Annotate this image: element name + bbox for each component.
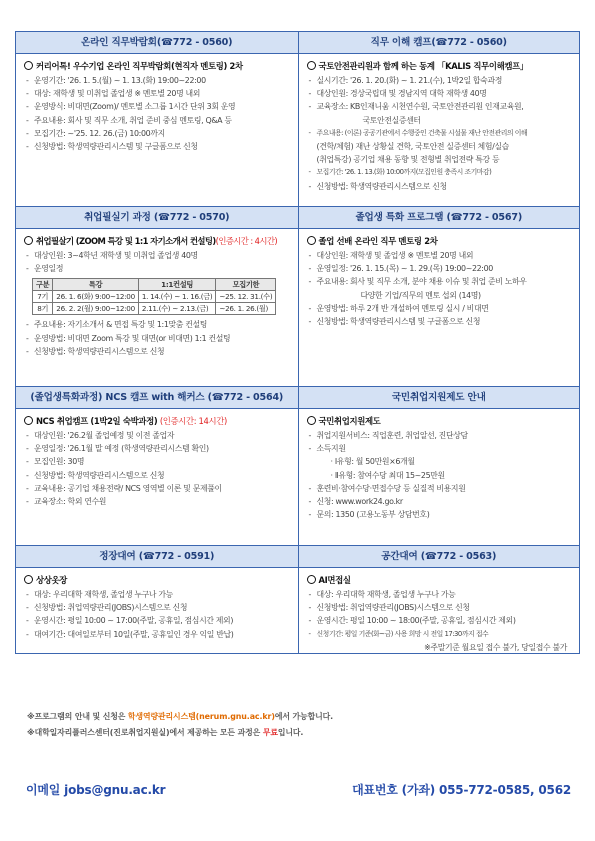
program-title: 취업필살기 (ZOOM 특강 및 1:1 자기소개서 컨설팅)(인증시간 : 4시간) <box>24 234 292 248</box>
table-header-row <box>33 279 276 291</box>
section-suit-rental <box>16 546 298 653</box>
info-line: - 운영일정 <box>24 262 292 275</box>
section-header: 공간대여 (☎772 - 0563) <box>299 546 580 568</box>
table-row <box>33 303 276 315</box>
table-cell: ~25. 12. 31.(수) <box>216 291 276 303</box>
circle-bullet-icon <box>307 575 316 584</box>
section-space-rental <box>298 546 580 653</box>
circle-bullet-icon <box>307 61 316 70</box>
info-line: - 주요내용: 회사 및 직무 소개, 취업 준비 중심 멘토링, Q&A 등 <box>24 114 292 127</box>
schedule-table <box>32 278 276 315</box>
info-line: - 신청: www.work24.go.kr <box>307 495 574 508</box>
table-cell: 8기 <box>33 303 53 315</box>
program-title: 커리어톡! 우수기업 온라인 직무박람회(현직자 멘토링) 2차 <box>24 59 292 73</box>
info-line-continued: 다양한 기업/직무의 멘토 섭외 (14명) <box>360 290 481 300</box>
section-header: 국민취업지원제도 안내 <box>299 387 580 409</box>
table-cell: 2.11.(수) ~ 2.13.(금) <box>138 303 216 315</box>
system-link[interactable]: 학생역량관리시스템(nerum.gnu.ac.kr) <box>127 712 275 721</box>
free-highlight: 무료 <box>262 728 278 737</box>
section-national-employment-support <box>298 387 580 545</box>
info-line: - 주요내용: 자기소개서 & 면접 특강 및 1:1맞춤 컨설팅 <box>24 318 292 331</box>
info-line: - 신청방법: 취업역량관리(JOBS)시스템으로 신청 <box>24 601 292 614</box>
section-header: 온라인 직무박람회(☎772 - 0560) <box>16 32 298 54</box>
info-line: - 운영기간: '26. 1. 5.(월) ~ 1. 13.(화) 19:00~22:00 <box>24 74 292 87</box>
info-line: - 대상인원: 경상국립대 및 경남지역 대학 재학생 40명 <box>307 87 574 100</box>
info-line: - 신청방법: 취업역량관리(JOBS)시스템으로 신청 <box>307 601 574 614</box>
info-line: - 신청방법: 학생역량관리시스템으로 신청 <box>24 469 292 482</box>
circle-bullet-icon <box>24 416 33 425</box>
program-grid <box>15 31 580 654</box>
section-header: 졸업생 특화 프로그램 (☎772 - 0567) <box>299 207 580 229</box>
section-ncs-camp <box>16 387 298 545</box>
info-line: - 주요내용: 회사 및 직무 소개, 분야 채용 이슈 및 취업 준비 노하우 <box>307 275 574 288</box>
certification-hours: (인증시간 : 4시간) <box>215 236 278 246</box>
info-line: - 대상: 재학생 및 미취업 졸업생 ※ 멘토별 20명 내외 <box>24 87 292 100</box>
sub-info-line: · Ⅱ유형: 참여수당 최대 15~25만원 <box>330 470 445 480</box>
circle-bullet-icon <box>307 236 316 245</box>
info-line: - 대상인원: 재학생 및 졸업생 ※ 멘토별 20명 내외 <box>307 249 574 262</box>
info-line: - 모집인원: 30명 <box>24 455 292 468</box>
info-line: - 운영일정: '26.1월 말 예정 (학생역량관리시스템 확인) <box>24 442 292 455</box>
info-line: - 대상: 우리대학 재학생, 졸업생 누구나 가능 <box>24 588 292 601</box>
info-line: - 신청방법: 학생역량관리시스템 및 구글폼으로 신청 <box>307 315 574 328</box>
info-line: - 운영방법: 하루 2개 반 개설하여 멘토링 실시 / 비대면 <box>307 302 574 315</box>
circle-bullet-icon <box>24 236 33 245</box>
info-line: - 신청방법: 학생역량관리시스템으로 신청 <box>24 345 292 358</box>
info-line-continued: 국토안전실증센터 <box>362 115 421 125</box>
table-cell: 7기 <box>33 291 53 303</box>
info-line: - 실시기간: '26. 1. 20.(화) ~ 1. 21.(수), 1박2일 합숙과정 <box>307 74 574 87</box>
info-line: - 대여기간: 대여일로부터 10일(주말, 공휴일인 경우 익일 반납) <box>24 628 292 641</box>
info-line-continued: (취업특강) 공기업 채용 동향 및 전형별 취업전략 특강 등 <box>316 155 500 165</box>
info-line-continued: (견학/체험) 재난 상황실 견학, 국토안전 실증센터 체험/실습 <box>316 142 509 152</box>
section-job-camp <box>298 32 580 206</box>
info-line: - 신청기간: 평일 기준(화~금) 사용 희망 시 전일 17:30까지 접수 <box>307 628 574 641</box>
info-line: - 소득지원 <box>307 442 574 455</box>
section-graduate-program <box>298 207 580 386</box>
info-line: - 운영시간: 평일 10:00 ~ 17:00(주말, 공휴일, 점심시간 제외) <box>24 614 292 627</box>
info-line: - 신청방법: 학생역량관리시스템 및 구글폼으로 신청 <box>24 140 292 153</box>
sub-info-line: · Ⅰ유형: 월 50만원×6개월 <box>330 457 415 467</box>
program-title: 졸업 선배 온라인 직무 멘토링 2차 <box>307 234 574 248</box>
table-row <box>33 291 276 303</box>
info-line: - 운영시간: 평일 10:00 ~ 18:00(주말, 공휴일, 점심시간 제외) <box>307 614 574 627</box>
info-line: - 대상: 우리대학 재학생, 졸업생 누구나 가능 <box>307 588 574 601</box>
footer-phone: 대표번호 (가좌) 055-772-0585, 0562 <box>352 783 571 797</box>
grid-row <box>16 206 579 386</box>
column-header: 특강 <box>53 279 139 291</box>
info-line: - 훈련비·참여수당·면접수당 등 실질적 비용지원 <box>307 482 574 495</box>
info-line-note: ※주말기준 월요일 접수 불가, 당일접수 불가 <box>424 642 567 652</box>
info-line: - 대상인원: 3~4학년 재학생 및 미취업 졸업생 40명 <box>24 249 292 262</box>
notice-line: ※대학일자리플러스센터(진로취업지원실)에서 제공하는 모든 과정은 무료입니다. <box>27 728 304 737</box>
circle-bullet-icon <box>24 61 33 70</box>
section-header: (졸업생특화과정) NCS 캠프 with 해커스 (☎772 - 0564) <box>16 387 298 409</box>
info-line: - 교육장소: 학외 연수원 <box>24 495 292 508</box>
grid-row <box>16 386 579 545</box>
info-line: - 주요내용: (이론) 공공기관에서 수행중인 건축물 시설물 재난 안전관리의 이해 <box>307 127 574 140</box>
program-title: 국민취업지원제도 <box>307 414 574 428</box>
info-line: - 신청방법: 학생역량관리시스템으로 신청 <box>307 180 574 193</box>
section-job-skills-course <box>16 207 298 386</box>
program-title: 상상옷장 <box>24 573 292 587</box>
program-title: 국토안전관리원과 함께 하는 동계 「KALIS 직무이해캠프」 <box>307 59 574 73</box>
info-line: - 모집기간: '26. 1. 13.(화) 10:00까지(모집인원 충족시 조기마감) <box>307 166 574 179</box>
column-header: 모집기한 <box>216 279 276 291</box>
program-title: AI면접실 <box>307 573 574 587</box>
info-line: - 운영일정: '26. 1. 15.(목) ~ 1. 29.(목) 19:00~22:00 <box>307 262 574 275</box>
section-header: 취업필실기 과정 (☎772 - 0570) <box>16 207 298 229</box>
table-cell: ~26. 1. 26.(월) <box>216 303 276 315</box>
grid-row <box>16 545 579 653</box>
info-line: - 모집기간: ~'25. 12. 26.(금) 10:00까지 <box>24 127 292 140</box>
info-line: - 취업지원서비스: 직업훈련, 취업알선, 진단상담 <box>307 429 574 442</box>
info-line: - 운영방식: 비대면(Zoom)/ 멘토별 소그룹 1시간 단위 3회 운영 <box>24 100 292 113</box>
info-line: - 대상인원: '26.2월 졸업예정 및 이전 졸업자 <box>24 429 292 442</box>
table-cell: 26. 2. 2(월) 9:00~12:00 <box>53 303 139 315</box>
info-line: - 교육내용: 공기업 채용전략/ NCS 영역별 이론 및 문제풀이 <box>24 482 292 495</box>
column-header: 1:1컨설팅 <box>138 279 216 291</box>
circle-bullet-icon <box>24 575 33 584</box>
table-cell: 1. 14.(수) ~ 1. 16.(금) <box>138 291 216 303</box>
notice-line: ※프로그램의 안내 및 신청은 학생역량관리시스템(nerum.gnu.ac.kr)에서 가능합니다. <box>27 712 334 721</box>
grid-row <box>16 32 579 206</box>
info-line: - 교육장소: KB인재니움 시천연수원, 국토안전관리원 인재교육원, <box>307 100 574 113</box>
footer-email[interactable]: 이메일 jobs@gnu.ac.kr <box>26 783 166 797</box>
section-header: 정장대여 (☎772 - 0591) <box>16 546 298 568</box>
program-title: NCS 취업캠프 (1박2일 숙박과정) (인증시간: 14시간) <box>24 414 292 428</box>
certification-hours: (인증시간: 14시간) <box>159 416 227 426</box>
info-line: - 운영방법: 비대면 Zoom 특강 및 대면(or 비대면) 1:1 컨설팅 <box>24 332 292 345</box>
circle-bullet-icon <box>307 416 316 425</box>
section-header: 직무 이해 캠프(☎772 - 0560) <box>299 32 580 54</box>
table-cell: 26. 1. 6(화) 9:00~12:00 <box>53 291 139 303</box>
column-header: 구분 <box>33 279 53 291</box>
info-line: - 문의: 1350 (고용노동부 상담번호) <box>307 508 574 521</box>
section-online-job-fair <box>16 32 298 206</box>
